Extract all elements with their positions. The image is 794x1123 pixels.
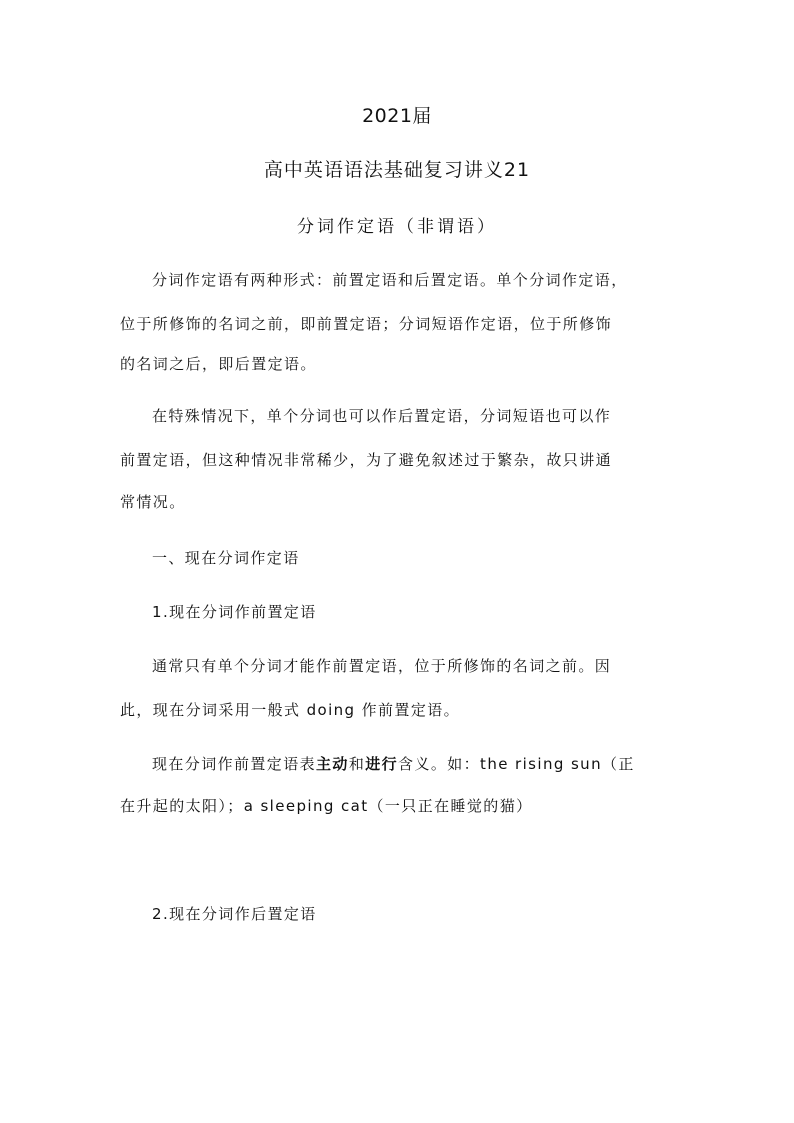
subheading-1: 1.现在分词作前置定语 [152,603,317,621]
document-year-title: 2021届 [362,105,432,127]
paragraph-2-line-3: 常情况。 [120,493,186,511]
paragraph-1-line-1: 分词作定语有两种形式：前置定语和后置定语。单个分词作定语， [152,271,628,289]
document-main-title: 高中英语语法基础复习讲义21 [263,159,531,181]
paragraph-4-text-e: 含义。如：the rising sun（正 [398,755,635,773]
section-heading-1: 一、现在分词作定语 [152,549,300,567]
emphasis-active: 主动 [316,755,349,773]
paragraph-1-line-2: 位于所修饰的名词之前，即前置定语；分词短语作定语，位于所修饰 [120,315,613,333]
emphasis-progressive: 进行 [365,755,399,773]
document-subtitle: 分词作定语（非谓语） [297,217,497,237]
paragraph-4-text-c: 和 [348,755,366,773]
paragraph-2-line-2: 前置定语，但这种情况非常稀少，为了避免叙述过于繁杂，故只讲通 [120,451,613,469]
paragraph-4-line-1 [152,754,635,774]
paragraph-1-line-3: 的名词之后，即后置定语。 [120,355,317,373]
paragraph-4-line-2: 在升起的太阳）；a sleeping cat（一只正在睡觉的猫） [120,797,533,815]
paragraph-2-line-1: 在特殊情况下，单个分词也可以作后置定语，分词短语也可以作 [152,407,612,425]
paragraph-3-line-2: 此，现在分词采用一般式 doing 作前置定语。 [120,701,461,719]
paragraph-4-text-a: 现在分词作前置定语表 [152,755,317,773]
paragraph-3-line-1: 通常只有单个分词才能作前置定语，位于所修饰的名词之前。因 [152,657,612,675]
subheading-2: 2.现在分词作后置定语 [152,905,317,923]
